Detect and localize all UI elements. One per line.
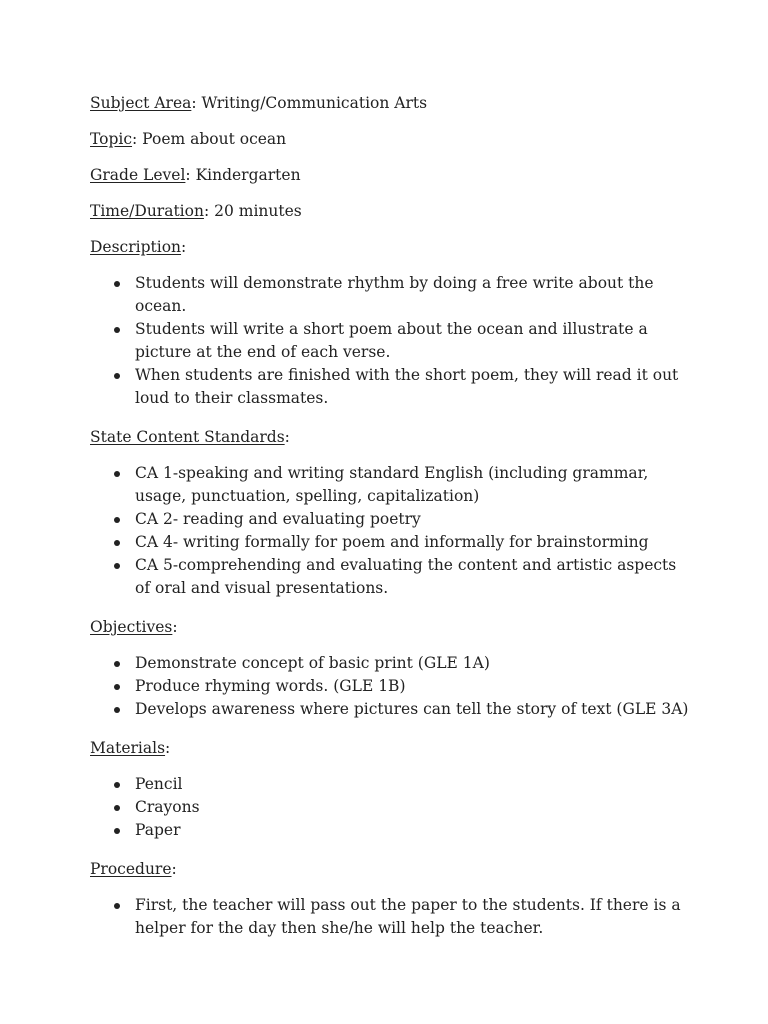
- field-label: Topic: [90, 130, 133, 148]
- bullet-icon: [114, 471, 120, 477]
- list-item-text: Demonstrate concept of basic print (GLE 1A): [135, 654, 490, 672]
- list-item-text: Students will write a short poem about the ocean and illustrate a picture at the end of each verse.: [135, 320, 648, 361]
- topic-line: [90, 128, 690, 150]
- section-label: State Content Standards: [90, 428, 285, 446]
- subject-area-line: [90, 92, 690, 114]
- bullet-icon: [114, 828, 120, 834]
- procedure-list: [90, 894, 690, 940]
- duration-line: [90, 200, 690, 222]
- bullet-icon: [114, 327, 120, 333]
- list-item: [90, 462, 690, 508]
- bullet-icon: [114, 661, 120, 667]
- lesson-plan-document: [90, 92, 690, 956]
- bullet-icon: [114, 684, 120, 690]
- list-item-text: Crayons: [135, 798, 200, 816]
- list-item-text: Students will demonstrate rhythm by doing a free write about the ocean.: [135, 274, 654, 315]
- list-item: [90, 819, 690, 842]
- list-item-text: First, the teacher will pass out the paper to the students. If there is a helper for the day then she/he will help the teacher.: [135, 896, 681, 937]
- list-item-text: Pencil: [135, 775, 183, 793]
- list-item: [90, 675, 690, 698]
- list-item: [90, 698, 690, 721]
- list-item: [90, 894, 690, 940]
- field-label: Grade Level: [90, 166, 186, 184]
- standards-heading: [90, 426, 690, 448]
- objectives-heading: [90, 616, 690, 638]
- field-label: Time/Duration: [90, 202, 204, 220]
- list-item-text: Paper: [135, 821, 181, 839]
- list-item: [90, 272, 690, 318]
- list-item: [90, 554, 690, 600]
- section-label: Procedure: [90, 860, 172, 878]
- description-list: [90, 272, 690, 410]
- standards-list: [90, 462, 690, 600]
- section-colon: :: [172, 618, 178, 636]
- description-heading: [90, 236, 690, 258]
- bullet-icon: [114, 563, 120, 569]
- bullet-icon: [114, 805, 120, 811]
- list-item: [90, 773, 690, 796]
- bullet-icon: [114, 782, 120, 788]
- section-label: Objectives: [90, 618, 173, 636]
- section-colon: :: [171, 860, 177, 878]
- field-value: : Writing/Communication Arts: [191, 94, 428, 112]
- field-label: Subject Area: [90, 94, 192, 112]
- section-colon: :: [181, 238, 187, 256]
- bullet-icon: [114, 903, 120, 909]
- list-item: [90, 652, 690, 675]
- grade-level-line: [90, 164, 690, 186]
- field-value: : 20 minutes: [203, 202, 302, 220]
- list-item: [90, 796, 690, 819]
- section-colon: :: [284, 428, 290, 446]
- objectives-list: [90, 652, 690, 721]
- bullet-icon: [114, 281, 120, 287]
- section-label: Materials: [90, 739, 166, 757]
- list-item: [90, 508, 690, 531]
- list-item-text: Develops awareness where pictures can tell the story of text (GLE 3A): [135, 700, 689, 718]
- list-item-text: CA 5-comprehending and evaluating the content and artistic aspects of oral and visual presentations.: [135, 556, 677, 597]
- list-item-text: CA 4- writing formally for poem and informally for brainstorming: [135, 533, 649, 551]
- field-value: : Poem about ocean: [132, 130, 287, 148]
- procedure-heading: [90, 858, 690, 880]
- bullet-icon: [114, 540, 120, 546]
- list-item-text: When students are finished with the short poem, they will read it out loud to their classmates.: [135, 366, 679, 407]
- list-item: [90, 364, 690, 410]
- materials-heading: [90, 737, 690, 759]
- section-colon: :: [165, 739, 171, 757]
- list-item-text: Produce rhyming words. (GLE 1B): [135, 677, 406, 695]
- materials-list: [90, 773, 690, 842]
- list-item: [90, 318, 690, 364]
- list-item-text: CA 1-speaking and writing standard English (including grammar, usage, punctuation, spelling, capitalization): [135, 464, 649, 505]
- list-item: [90, 531, 690, 554]
- bullet-icon: [114, 517, 120, 523]
- bullet-icon: [114, 373, 120, 379]
- list-item-text: CA 2- reading and evaluating poetry: [135, 510, 421, 528]
- bullet-icon: [114, 707, 120, 713]
- section-label: Description: [90, 238, 182, 256]
- field-value: : Kindergarten: [185, 166, 301, 184]
